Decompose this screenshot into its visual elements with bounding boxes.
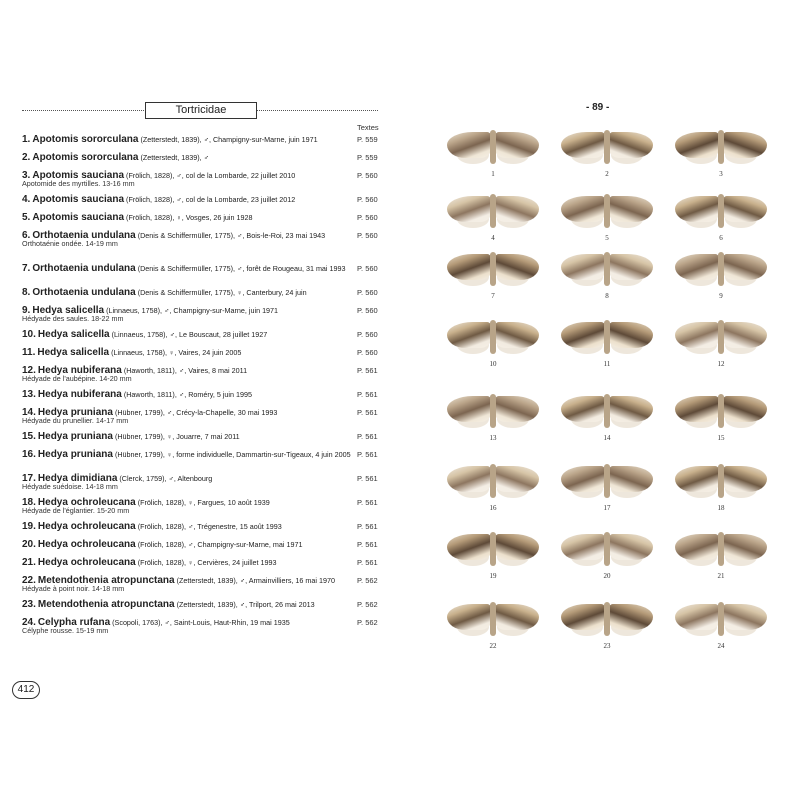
specimen-details: (Zetterstedt, 1839), ♂, Trilport, 26 mai 2013 <box>176 600 315 609</box>
specimen-number-label: 8 <box>605 292 609 300</box>
entry-number: 23. <box>22 599 36 610</box>
page-number: 412 <box>12 681 40 699</box>
specimen-details: (Zetterstedt, 1839), ♂ <box>140 153 209 162</box>
text-page-reference: P. 562 <box>357 618 378 627</box>
scientific-name: Orthotaenia undulana <box>32 230 136 241</box>
entry-text <box>22 540 352 549</box>
plate-number: - 89 - <box>586 102 610 113</box>
text-page-reference: P. 560 <box>357 195 378 204</box>
entry-number: 10. <box>22 329 36 340</box>
common-name-size: Hédyade de l'églantier. 15-20 mm <box>22 506 130 515</box>
specimen-details: (Linnaeus, 1758), ♀, Vaires, 24 juin 2005 <box>111 348 242 357</box>
entry-number: 17. <box>22 473 36 484</box>
text-page-reference: P. 561 <box>357 498 378 507</box>
moth-body <box>490 252 496 286</box>
specimen-details: (Scopoli, 1763), ♂, Saint-Louis, Haut-Rhin, 19 mai 1935 <box>112 618 290 627</box>
moth-specimen-image <box>557 318 657 358</box>
moth-specimen <box>552 250 662 322</box>
text-page-reference: P. 562 <box>357 600 378 609</box>
forewing-right <box>609 604 653 630</box>
forewing-right <box>723 254 767 280</box>
scientific-name: Hedya nubiferana <box>37 365 122 376</box>
text-page-reference: P. 559 <box>357 135 378 144</box>
moth-body <box>490 532 496 566</box>
forewing-left <box>561 322 605 348</box>
species-entry <box>22 474 386 498</box>
species-entry <box>22 330 386 348</box>
moth-specimen <box>666 392 776 464</box>
moth-specimen <box>438 128 548 200</box>
forewing-left <box>561 534 605 560</box>
entry-number: 5. <box>22 212 31 223</box>
scientific-name: Hedya pruniana <box>37 449 113 460</box>
moth-body <box>490 130 496 164</box>
forewing-left <box>675 396 719 422</box>
text-page-reference: P. 561 <box>357 474 378 483</box>
forewing-right <box>723 322 767 348</box>
specimen-details: (Frölich, 1828), ♀, Cervières, 24 juillet 1993 <box>137 558 277 567</box>
common-name-size: Hédyade des saules. 18-22 mm <box>22 314 124 323</box>
species-entry <box>22 432 386 450</box>
entry-number: 19. <box>22 521 36 532</box>
text-page-reference: P. 560 <box>357 348 378 357</box>
moth-body <box>604 194 610 228</box>
species-entry <box>22 195 386 213</box>
specimen-details: (Frölich, 1828), ♂, Trégenestre, 15 août 1993 <box>137 522 282 531</box>
moth-specimen-image <box>557 530 657 570</box>
entry-text <box>22 348 352 357</box>
moth-specimen-image <box>557 462 657 502</box>
forewing-left <box>447 132 491 158</box>
entry-number: 14. <box>22 407 36 418</box>
forewing-left <box>447 534 491 560</box>
entry-text <box>22 450 352 459</box>
species-entry <box>22 576 386 600</box>
forewing-right <box>609 396 653 422</box>
forewing-right <box>495 254 539 280</box>
entry-number: 6. <box>22 230 31 241</box>
moth-specimen <box>552 462 662 534</box>
common-name-size: Célyphe rousse. 15-19 mm <box>22 626 109 635</box>
forewing-right <box>609 534 653 560</box>
scientific-name: Metendothenia atropunctana <box>37 599 175 610</box>
entry-number: 4. <box>22 194 31 205</box>
entry-text <box>22 558 352 567</box>
species-list <box>22 135 386 642</box>
moth-specimen <box>438 600 548 672</box>
forewing-left <box>561 196 605 222</box>
moth-body <box>718 194 724 228</box>
common-name-size: Hédyade de l'aubépine. 14-20 mm <box>22 374 132 383</box>
entry-text <box>22 264 352 273</box>
moth-body <box>490 602 496 636</box>
specimen-number-label: 9 <box>719 292 723 300</box>
entry-number: 2. <box>22 152 31 163</box>
entry-number: 12. <box>22 365 36 376</box>
forewing-left <box>561 396 605 422</box>
scientific-name: Orthotaenia undulana <box>32 263 136 274</box>
scientific-name: Hedya dimidiana <box>37 473 118 484</box>
forewing-right <box>609 132 653 158</box>
family-title: Tortricidae <box>145 102 257 119</box>
entry-number: 20. <box>22 539 36 550</box>
specimen-number-label: 15 <box>717 434 725 442</box>
moth-body <box>604 464 610 498</box>
species-entry <box>22 390 386 408</box>
moth-specimen <box>438 530 548 602</box>
moth-body <box>718 394 724 428</box>
species-entry <box>22 264 386 288</box>
scientific-name: Apotomis sauciana <box>32 212 125 223</box>
scientific-name: Apotomis sororculana <box>32 152 139 163</box>
specimen-details: (Frölich, 1828), ♂, col de la Lombarde, 23 juillet 2012 <box>126 195 296 204</box>
text-page-reference: P. 560 <box>357 171 378 180</box>
entry-number: 9. <box>22 305 31 316</box>
moth-specimen <box>666 462 776 534</box>
species-entry <box>22 153 386 171</box>
scientific-name: Apotomis sororculana <box>32 134 139 145</box>
moth-specimen <box>666 128 776 200</box>
moth-specimen <box>666 600 776 672</box>
specimen-number-label: 12 <box>717 360 725 368</box>
specimen-number-label: 14 <box>603 434 611 442</box>
moth-specimen-image <box>443 318 543 358</box>
specimen-details: (Haworth, 1811), ♂, Vaires, 8 mai 2011 <box>123 366 248 375</box>
specimen-details: (Denis & Schiffermüller, 1775), ♂, forêt de Rougeau, 31 mai 1993 <box>137 264 346 273</box>
text-page-reference: P. 560 <box>357 288 378 297</box>
moth-body <box>490 320 496 354</box>
entry-text <box>22 330 352 339</box>
scientific-name: Hedya ochroleucana <box>37 521 136 532</box>
moth-body <box>604 130 610 164</box>
forewing-left <box>447 196 491 222</box>
entry-text <box>22 195 352 204</box>
entry-text <box>22 288 352 297</box>
entry-text <box>22 153 352 162</box>
entry-number: 8. <box>22 287 31 298</box>
forewing-right <box>495 396 539 422</box>
common-name-size: Hédyade suédoise. 14-18 mm <box>22 482 118 491</box>
moth-body <box>604 320 610 354</box>
specimen-details: (Hübner, 1799), ♀, forme individuelle, Dammartin-sur-Tigeaux, 4 juin 2005 <box>114 450 351 459</box>
scientific-name: Hedya nubiferana <box>37 389 122 400</box>
specimen-number-label: 24 <box>717 642 725 650</box>
specimen-details: (Linnaeus, 1758), ♂, Le Bouscaut, 28 juillet 1927 <box>111 330 268 339</box>
forewing-right <box>609 254 653 280</box>
entry-number: 11. <box>22 347 36 358</box>
entry-number: 16. <box>22 449 36 460</box>
moth-specimen-image <box>443 392 543 432</box>
specimen-number-label: 1 <box>491 170 495 178</box>
species-entry <box>22 558 386 576</box>
entry-number: 1. <box>22 134 31 145</box>
moth-specimen-image <box>443 128 543 168</box>
entry-text <box>22 213 352 222</box>
moth-specimen <box>552 530 662 602</box>
moth-specimen-image <box>557 600 657 640</box>
species-entry <box>22 171 386 195</box>
entry-text <box>22 135 352 144</box>
species-entry <box>22 498 386 522</box>
moth-body <box>718 320 724 354</box>
forewing-left <box>675 466 719 492</box>
specimen-details: (Frölich, 1828), ♀, Fargues, 10 août 1939 <box>137 498 270 507</box>
moth-specimen <box>552 128 662 200</box>
forewing-left <box>675 132 719 158</box>
entry-number: 15. <box>22 431 36 442</box>
forewing-right <box>723 132 767 158</box>
textes-column-header: Textes <box>357 123 379 132</box>
entry-number: 7. <box>22 263 31 274</box>
moth-specimen-image <box>671 128 771 168</box>
moth-body <box>718 532 724 566</box>
forewing-left <box>447 604 491 630</box>
common-name-size: Hédyade du prunellier. 14-17 mm <box>22 416 129 425</box>
forewing-right <box>609 466 653 492</box>
moth-specimen-image <box>671 192 771 232</box>
specimen-number-label: 17 <box>603 504 611 512</box>
forewing-right <box>723 466 767 492</box>
forewing-right <box>723 604 767 630</box>
species-entry <box>22 213 386 231</box>
forewing-left <box>675 534 719 560</box>
specimen-number-label: 23 <box>603 642 611 650</box>
forewing-right <box>723 396 767 422</box>
specimen-details: (Frölich, 1828), ♂, Champigny-sur-Marne, mai 1971 <box>137 540 303 549</box>
entry-number: 24. <box>22 617 36 628</box>
specimen-details: (Frölich, 1828), ♂, col de la Lombarde, 22 juillet 2010 <box>126 171 296 180</box>
specimen-number-label: 6 <box>719 234 723 242</box>
text-page-reference: P. 561 <box>357 408 378 417</box>
scientific-name: Hedya salicella <box>32 305 105 316</box>
species-entry <box>22 540 386 558</box>
specimen-details: (Clerck, 1759), ♂, Altenbourg <box>119 474 213 483</box>
moth-body <box>718 602 724 636</box>
text-page-reference: P. 561 <box>357 366 378 375</box>
moth-specimen-image <box>443 250 543 290</box>
moth-specimen <box>666 530 776 602</box>
scientific-name: Hedya pruniana <box>37 407 113 418</box>
specimen-details: (Zetterstedt, 1839), ♂, Champigny-sur-Marne, juin 1971 <box>140 135 318 144</box>
moth-specimen-image <box>671 392 771 432</box>
moth-specimen-image <box>443 530 543 570</box>
specimen-number-label: 21 <box>717 572 725 580</box>
moth-specimen-image <box>671 250 771 290</box>
text-page-reference: P. 560 <box>357 330 378 339</box>
text-page-reference: P. 560 <box>357 213 378 222</box>
moth-specimen <box>666 250 776 322</box>
moth-specimen-image <box>557 192 657 232</box>
text-page-reference: P. 561 <box>357 558 378 567</box>
moth-body <box>718 252 724 286</box>
species-entry <box>22 288 386 306</box>
moth-body <box>604 532 610 566</box>
common-name-size: Orthotaénie ondée. 14-19 mm <box>22 239 118 248</box>
scientific-name: Apotomis sauciana <box>32 194 125 205</box>
text-page-reference: P. 560 <box>357 264 378 273</box>
specimen-details: (Linnaeus, 1758), ♂, Champigny-sur-Marne, juin 1971 <box>106 306 279 315</box>
moth-specimen-image <box>443 192 543 232</box>
forewing-right <box>495 132 539 158</box>
moth-specimen-image <box>557 128 657 168</box>
scientific-name: Apotomis sauciana <box>32 170 125 181</box>
text-page-reference: P. 561 <box>357 450 378 459</box>
moth-specimen-image <box>443 462 543 502</box>
forewing-right <box>495 604 539 630</box>
specimen-details: (Hübner, 1799), ♀, Jouarre, 7 mai 2011 <box>114 432 240 441</box>
specimen-number-label: 16 <box>489 504 497 512</box>
forewing-left <box>675 254 719 280</box>
entry-text <box>22 432 352 441</box>
specimen-number-label: 5 <box>605 234 609 242</box>
entry-number: 18. <box>22 497 36 508</box>
specimen-number-label: 7 <box>491 292 495 300</box>
scientific-name: Hedya salicella <box>37 329 110 340</box>
specimen-number-label: 18 <box>717 504 725 512</box>
species-entry <box>22 522 386 540</box>
moth-body <box>718 130 724 164</box>
moth-body <box>604 394 610 428</box>
text-page-reference: P. 561 <box>357 390 378 399</box>
species-entry <box>22 348 386 366</box>
forewing-left <box>561 466 605 492</box>
forewing-left <box>447 254 491 280</box>
moth-specimen-image <box>557 250 657 290</box>
moth-specimen <box>552 600 662 672</box>
forewing-left <box>561 132 605 158</box>
forewing-left <box>447 396 491 422</box>
text-page-reference: P. 562 <box>357 576 378 585</box>
forewing-right <box>723 196 767 222</box>
scientific-name: Hedya ochroleucana <box>37 557 136 568</box>
forewing-left <box>675 322 719 348</box>
species-entry <box>22 306 386 330</box>
specimen-number-label: 13 <box>489 434 497 442</box>
scientific-name: Hedya salicella <box>37 347 110 358</box>
entry-text <box>22 600 352 609</box>
forewing-left <box>447 466 491 492</box>
scientific-name: Hedya ochroleucana <box>37 497 136 508</box>
moth-specimen <box>438 392 548 464</box>
specimen-number-label: 2 <box>605 170 609 178</box>
forewing-right <box>495 466 539 492</box>
specimen-number-label: 3 <box>719 170 723 178</box>
moth-specimen-image <box>671 318 771 358</box>
forewing-left <box>675 604 719 630</box>
text-page-reference: P. 559 <box>357 153 378 162</box>
specimen-number-label: 11 <box>603 360 611 368</box>
moth-specimen <box>552 392 662 464</box>
entry-number: 22. <box>22 575 36 586</box>
species-entry <box>22 618 386 642</box>
common-name-size: Apotomide des myrtilles. 13-16 mm <box>22 179 135 188</box>
moth-specimen <box>438 250 548 322</box>
moth-specimen <box>438 318 548 390</box>
specimen-number-label: 19 <box>489 572 497 580</box>
specimen-details: (Frölich, 1828), ♀, Vosges, 26 juin 1928 <box>126 213 253 222</box>
specimen-details: (Haworth, 1811), ♂, Roméry, 5 juin 1995 <box>123 390 252 399</box>
forewing-right <box>723 534 767 560</box>
entry-number: 3. <box>22 170 31 181</box>
moth-body <box>490 394 496 428</box>
moth-specimen <box>552 318 662 390</box>
forewing-left <box>561 604 605 630</box>
text-page-reference: P. 561 <box>357 432 378 441</box>
species-entry <box>22 135 386 153</box>
entry-text <box>22 522 352 531</box>
moth-specimen <box>666 318 776 390</box>
specimen-details: (Hübner, 1799), ♂, Crécy-la-Chapelle, 30 mai 1993 <box>114 408 278 417</box>
moth-specimen-image <box>671 530 771 570</box>
forewing-left <box>561 254 605 280</box>
forewing-right <box>495 322 539 348</box>
forewing-left <box>447 322 491 348</box>
moth-body <box>718 464 724 498</box>
common-name-size: Hédyade à point noir. 14-18 mm <box>22 584 125 593</box>
moth-specimen <box>438 462 548 534</box>
forewing-right <box>495 534 539 560</box>
moth-specimen-image <box>443 600 543 640</box>
moth-specimen-image <box>671 600 771 640</box>
moth-specimen-image <box>671 462 771 502</box>
species-entry <box>22 450 386 474</box>
scientific-name: Hedya ochroleucana <box>37 539 136 550</box>
text-page-reference: P. 561 <box>357 522 378 531</box>
moth-specimen-image <box>557 392 657 432</box>
plate-page <box>400 0 800 800</box>
forewing-right <box>609 196 653 222</box>
specimen-number-label: 20 <box>603 572 611 580</box>
specimen-number-label: 22 <box>489 642 497 650</box>
entry-number: 21. <box>22 557 36 568</box>
specimen-details: (Denis & Schiffermüller, 1775), ♂, Bois-le-Roi, 23 mai 1943 <box>137 231 326 240</box>
text-page-reference: P. 561 <box>357 540 378 549</box>
scientific-name: Metendothenia atropunctana <box>37 575 175 586</box>
moth-body <box>604 602 610 636</box>
moth-body <box>490 464 496 498</box>
specimen-details: (Zetterstedt, 1839), ♂, Armainvilliers, 16 mai 1970 <box>176 576 335 585</box>
specimen-number-label: 10 <box>489 360 497 368</box>
forewing-right <box>495 196 539 222</box>
scientific-name: Hedya pruniana <box>37 431 113 442</box>
scientific-name: Orthotaenia undulana <box>32 287 136 298</box>
species-entry <box>22 408 386 432</box>
moth-body <box>490 194 496 228</box>
scientific-name: Celypha rufana <box>37 617 111 628</box>
species-entry <box>22 231 386 264</box>
text-page-reference: P. 560 <box>357 231 378 240</box>
specimen-number-label: 4 <box>491 234 495 242</box>
entry-text <box>22 390 352 399</box>
moth-body <box>604 252 610 286</box>
species-entry <box>22 600 386 618</box>
species-entry <box>22 366 386 390</box>
specimen-details: (Denis & Schiffermüller, 1775), ♀, Canterbury, 24 juin <box>137 288 307 297</box>
forewing-right <box>609 322 653 348</box>
text-page-reference: P. 560 <box>357 306 378 315</box>
forewing-left <box>675 196 719 222</box>
entry-number: 13. <box>22 389 36 400</box>
